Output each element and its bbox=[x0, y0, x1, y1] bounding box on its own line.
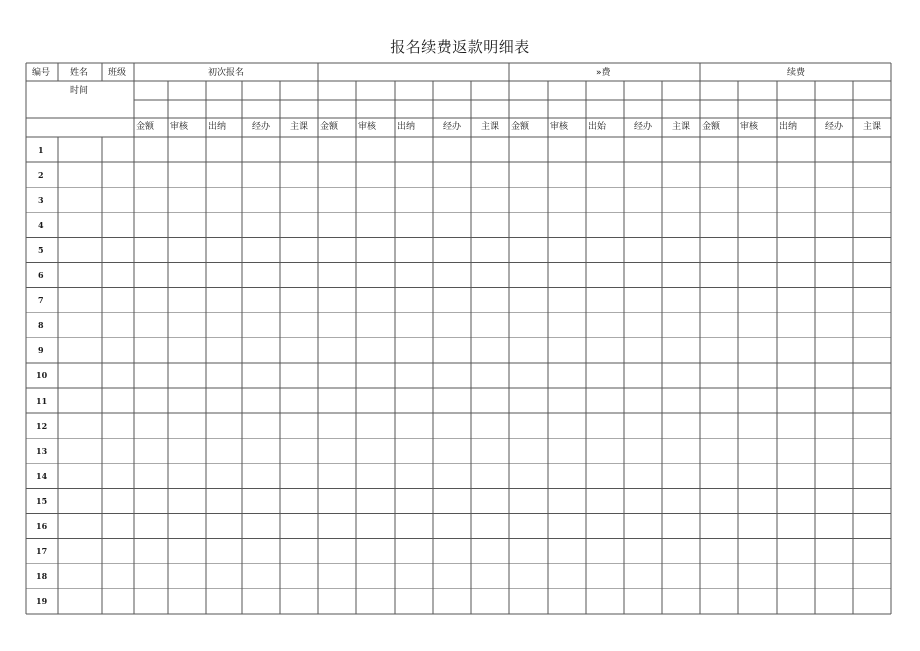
sub-column-label: 经办 bbox=[825, 122, 844, 132]
sub-column-label: 经办 bbox=[443, 122, 462, 132]
sub-column-label: 主课 bbox=[481, 122, 500, 132]
header-id: 编号 bbox=[32, 68, 51, 78]
sub-column-label: 金额 bbox=[136, 122, 155, 132]
row-number: 7 bbox=[38, 295, 44, 306]
sub-column-label: 审核 bbox=[740, 122, 759, 132]
header-class: 班级 bbox=[108, 68, 127, 78]
row-number: 2 bbox=[38, 169, 44, 180]
row-number: 5 bbox=[38, 244, 44, 255]
sub-column-label: 审核 bbox=[170, 122, 189, 132]
row-number: 19 bbox=[36, 596, 48, 607]
header-time: 时间 bbox=[70, 86, 89, 96]
sub-column-label: 出纳 bbox=[397, 122, 416, 132]
sub-column-label: 出纳 bbox=[779, 122, 798, 132]
row-number: 4 bbox=[38, 219, 44, 230]
group-renewal: 续费 bbox=[787, 68, 806, 78]
sub-column-label: 主课 bbox=[290, 122, 309, 132]
row-number: 16 bbox=[36, 521, 48, 532]
sub-column-label: 金额 bbox=[511, 122, 530, 132]
sub-column-label: 审核 bbox=[550, 122, 569, 132]
sub-column-label: 金额 bbox=[702, 122, 721, 132]
sub-column-label: 经办 bbox=[252, 122, 271, 132]
row-number: 10 bbox=[36, 370, 48, 381]
sub-column-label: 金额 bbox=[320, 122, 339, 132]
row-number: 18 bbox=[36, 571, 48, 582]
row-number: 17 bbox=[36, 546, 48, 557]
sub-column-label: 出纳 bbox=[208, 122, 227, 132]
group-fee: »费 bbox=[596, 68, 611, 78]
row-number: 11 bbox=[36, 395, 48, 406]
sub-column-label: 主课 bbox=[863, 122, 882, 132]
row-number: 12 bbox=[36, 420, 48, 431]
row-number: 15 bbox=[36, 495, 48, 506]
sub-column-label: 经办 bbox=[634, 122, 653, 132]
row-number: 6 bbox=[38, 270, 44, 281]
document-title: 报名续费返款明细表 bbox=[390, 38, 530, 56]
sub-column-label: 出始 bbox=[588, 122, 607, 132]
row-number: 14 bbox=[36, 470, 48, 481]
row-number: 1 bbox=[38, 144, 44, 155]
sub-column-label: 审核 bbox=[358, 122, 377, 132]
header-name: 姓名 bbox=[70, 68, 89, 78]
row-number: 9 bbox=[38, 345, 44, 356]
row-number: 13 bbox=[36, 445, 48, 456]
row-number: 3 bbox=[38, 194, 44, 205]
sub-column-label: 主课 bbox=[672, 122, 691, 132]
group-initial-registration: 初次报名 bbox=[208, 68, 245, 78]
row-number: 8 bbox=[38, 320, 44, 331]
